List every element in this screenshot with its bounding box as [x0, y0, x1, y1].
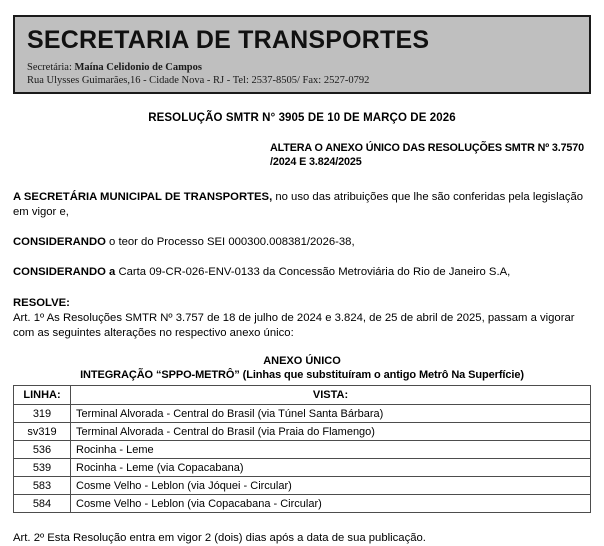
considerando-paragraph-1 — [13, 235, 591, 250]
secretary-label: Secretária: — [27, 62, 72, 73]
anexo-table — [13, 385, 591, 513]
preamble-lead: A SECRETÁRIA MUNICIPAL DE TRANSPORTES, — [13, 191, 273, 203]
ementa-line-2: /2024 E 3.824/2025 — [270, 156, 362, 168]
secretary-name: Maína Celidonio de Campos — [74, 62, 202, 73]
cell-linha: 536 — [14, 441, 71, 459]
resolution-title: RESOLUÇÃO SMTR N° 3905 DE 10 DE MARÇO DE 2026 — [148, 112, 456, 124]
resolution-ementa — [270, 141, 591, 169]
letterhead-contact-block — [15, 53, 589, 87]
table-row — [14, 459, 591, 477]
anexo-heading — [13, 355, 591, 382]
cell-vista: Cosme Velho - Leblon (via Copacabana - Circular) — [71, 495, 591, 513]
column-header-vista: VISTA: — [71, 386, 591, 405]
agency-title: SECRETARIA DE TRANSPORTES — [27, 26, 430, 54]
preamble-paragraph — [13, 190, 591, 220]
cell-linha: 539 — [14, 459, 71, 477]
anexo-table-body — [14, 405, 591, 513]
resolve-block — [13, 296, 591, 341]
considerando-lead-1: CONSIDERANDO — [13, 236, 106, 248]
table-row — [14, 441, 591, 459]
cell-vista: Rocinha - Leme — [71, 441, 591, 459]
cell-vista: Rocinha - Leme (via Copacabana) — [71, 459, 591, 477]
cell-vista: Terminal Alvorada - Central do Brasil (via Praia do Flamengo) — [71, 423, 591, 441]
considerando-paragraph-2 — [13, 265, 591, 280]
table-row — [14, 477, 591, 495]
cell-linha: sv319 — [14, 423, 71, 441]
considerando-lead-2: CONSIDERANDO a — [13, 266, 116, 278]
anexo-heading-line-2: INTEGRAÇÃO “SPPO-METRÔ” (Linhas que substituíram o antigo Metrô Na Superfície) — [80, 368, 524, 381]
resolve-label: RESOLVE: — [13, 297, 70, 309]
column-header-linha: LINHA: — [14, 386, 71, 405]
ementa-line-1: ALTERA O ANEXO ÚNICO DAS RESOLUÇÕES SMTR Nº 3.7570 — [270, 142, 584, 154]
cell-vista: Cosme Velho - Leblon (via Jóquei - Circular) — [71, 477, 591, 495]
table-row — [14, 423, 591, 441]
article-1-text: Art. 1º As Resoluções SMTR Nº 3.757 de 18 de julho de 2024 e 3.824, de 25 de abril de 2025, passam a vigorar com as seguintes alterações no respectivo anexo único: — [13, 312, 575, 339]
preamble-rest: no uso das atribuições que lhe são conferidas pela legislação em vigor e, — [13, 191, 584, 218]
table-row — [14, 405, 591, 423]
cell-linha: 319 — [14, 405, 71, 423]
table-header-row — [14, 386, 591, 405]
cell-linha: 583 — [14, 477, 71, 495]
cell-vista: Terminal Alvorada - Central do Brasil (via Túnel Santa Bárbara) — [71, 405, 591, 423]
considerando-rest-2: Carta 09-CR-026-ENV-0133 da Concessão Metroviária do Rio de Janeiro S.A, — [115, 266, 511, 278]
anexo-heading-line-1: ANEXO ÚNICO — [263, 355, 341, 367]
cell-linha: 584 — [14, 495, 71, 513]
anexo-table-head — [14, 386, 591, 405]
article-2-paragraph: Art. 2º Esta Resolução entra em vigor 2 (dois) dias após a data de sua publicação. — [13, 532, 426, 544]
secretary-line — [27, 62, 589, 75]
document-body — [13, 108, 591, 546]
letterhead-box — [13, 15, 591, 94]
considerando-rest-1: o teor do Processo SEI 000300.008381/2026-38, — [105, 236, 355, 248]
table-row — [14, 495, 591, 513]
address-line: Rua Ulysses Guimarães,16 - Cidade Nova - RJ - Tel: 2537-8505/ Fax: 2527-0792 — [27, 74, 370, 86]
